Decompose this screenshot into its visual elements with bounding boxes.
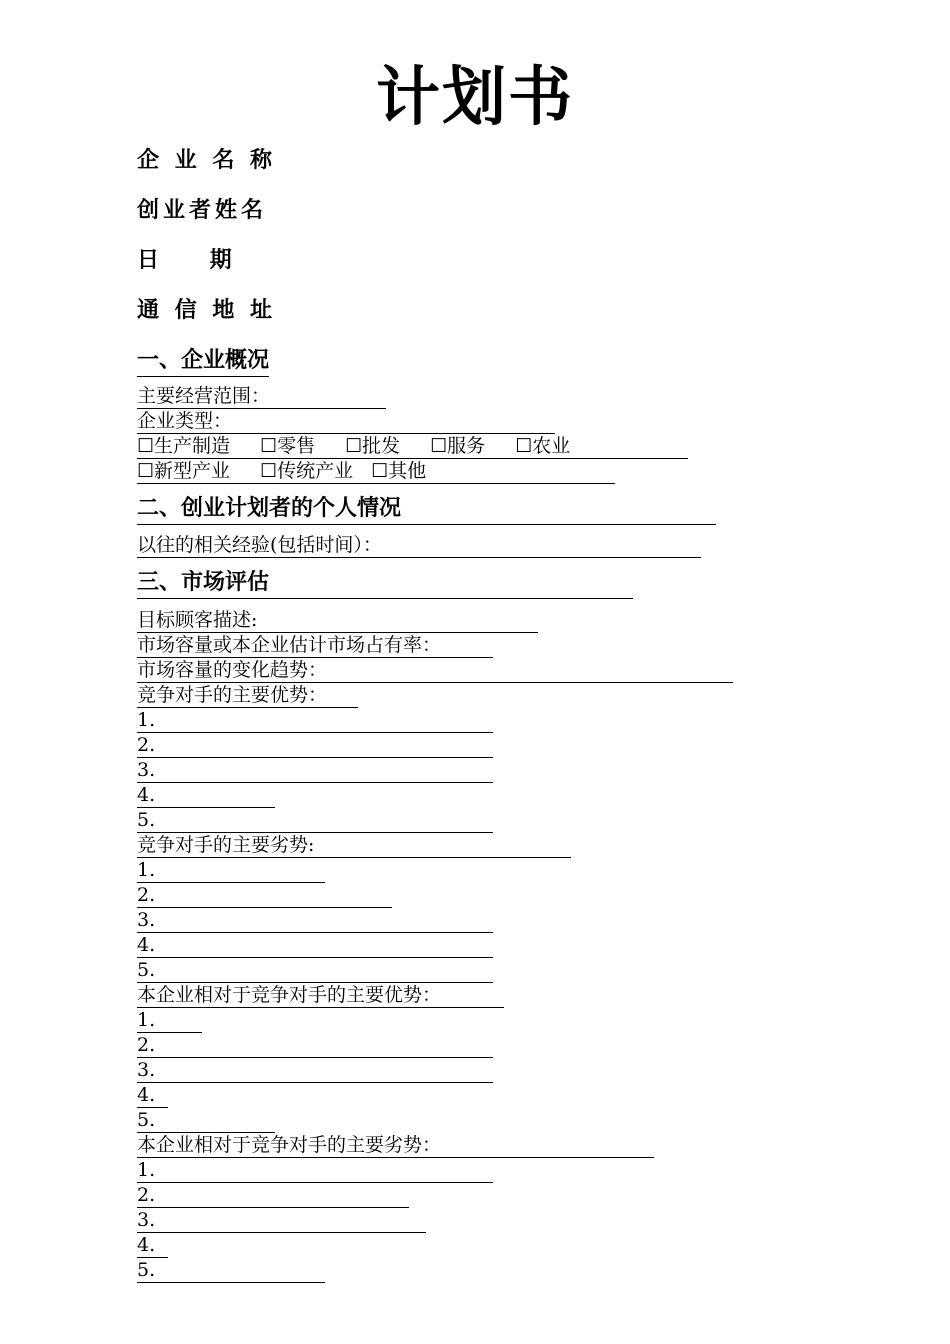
our-weakness-item-2[interactable]: 2. bbox=[137, 1183, 409, 1208]
section-1-heading: 一、企业概况 bbox=[137, 346, 269, 377]
checkbox-wholesale[interactable]: ☐批发 bbox=[345, 435, 401, 457]
date-label: 日 期 bbox=[137, 248, 236, 273]
competitor-weakness-item-3[interactable]: 3. bbox=[137, 908, 493, 933]
market-trend-line[interactable] bbox=[137, 658, 733, 683]
our-weakness-item-4[interactable]: 4. bbox=[137, 1233, 168, 1258]
our-strength-item-5[interactable]: 5. bbox=[137, 1108, 275, 1133]
type-options-row-1 bbox=[137, 434, 688, 459]
target-customer-line[interactable] bbox=[137, 608, 538, 633]
competitor-weaknesses-line[interactable] bbox=[137, 833, 571, 858]
section-3-heading: 三、市场评估 bbox=[137, 568, 633, 599]
checkbox-other[interactable]: ☐其他 bbox=[371, 460, 427, 482]
experience-line[interactable] bbox=[137, 533, 701, 558]
type-options-row-2 bbox=[137, 459, 615, 484]
market-trend-label: 市场容量的变化趋势： bbox=[137, 659, 328, 681]
experience-label: 以往的相关经验(包括时间）： bbox=[137, 534, 382, 556]
competitor-strength-item-2[interactable]: 2. bbox=[137, 733, 493, 758]
market-share-label: 市场容量或本企业估计市场占有率： bbox=[137, 634, 442, 656]
checkbox-manufacturing[interactable]: ☐生产制造 bbox=[137, 435, 231, 457]
company-name-label: 企 业 名 称 bbox=[137, 148, 276, 173]
competitor-weakness-item-1[interactable]: 1. bbox=[137, 858, 325, 883]
our-weaknesses-line[interactable] bbox=[137, 1133, 654, 1158]
section-2-heading: 二、创业计划者的个人情况 bbox=[137, 494, 716, 525]
our-strength-item-4[interactable]: 4. bbox=[137, 1083, 168, 1108]
company-type-line[interactable] bbox=[137, 409, 555, 434]
competitor-strengths-label: 竞争对手的主要优势： bbox=[137, 684, 328, 706]
our-weakness-item-3[interactable]: 3. bbox=[137, 1208, 426, 1233]
document-title: 计划书 bbox=[376, 61, 574, 135]
our-strength-item-1[interactable]: 1. bbox=[137, 1008, 202, 1033]
checkbox-service[interactable]: ☐服务 bbox=[430, 435, 486, 457]
competitor-strength-item-3[interactable]: 3. bbox=[137, 758, 493, 783]
competitor-strength-item-4[interactable]: 4. bbox=[137, 783, 275, 808]
competitor-strengths-line[interactable] bbox=[137, 683, 358, 708]
address-label: 通 信 地 址 bbox=[137, 298, 276, 323]
checkbox-retail[interactable]: ☐零售 bbox=[260, 435, 316, 457]
our-strengths-line[interactable] bbox=[137, 983, 504, 1008]
company-type-label: 企业类型： bbox=[137, 410, 233, 432]
competitor-weakness-item-5[interactable]: 5. bbox=[137, 958, 493, 983]
competitor-weaknesses-label: 竞争对手的主要劣势: bbox=[137, 834, 315, 856]
business-scope-line[interactable] bbox=[137, 384, 386, 409]
business-scope-label: 主要经营范围： bbox=[137, 385, 271, 407]
our-weakness-item-5[interactable]: 5. bbox=[137, 1258, 325, 1283]
competitor-weakness-item-4[interactable]: 4. bbox=[137, 933, 493, 958]
checkbox-agriculture[interactable]: ☐农业 bbox=[515, 435, 571, 457]
checkbox-new-industry[interactable]: ☐新型产业 bbox=[137, 460, 231, 482]
competitor-weakness-item-2[interactable]: 2. bbox=[137, 883, 392, 908]
founder-name-label: 创业者姓名 bbox=[137, 198, 268, 223]
target-customer-label: 目标顾客描述: bbox=[137, 609, 258, 631]
checkbox-traditional-industry[interactable]: ☐传统产业 bbox=[260, 460, 354, 482]
competitor-strength-item-1[interactable]: 1. bbox=[137, 708, 493, 733]
our-strengths-label: 本企业相对于竞争对手的主要优势： bbox=[137, 984, 442, 1006]
market-share-line[interactable] bbox=[137, 633, 493, 658]
our-strength-item-3[interactable]: 3. bbox=[137, 1058, 493, 1083]
our-weaknesses-label: 本企业相对于竞争对手的主要劣势： bbox=[137, 1134, 442, 1156]
our-weakness-item-1[interactable]: 1. bbox=[137, 1158, 493, 1183]
our-strength-item-2[interactable]: 2. bbox=[137, 1033, 493, 1058]
competitor-strength-item-5[interactable]: 5. bbox=[137, 808, 493, 833]
